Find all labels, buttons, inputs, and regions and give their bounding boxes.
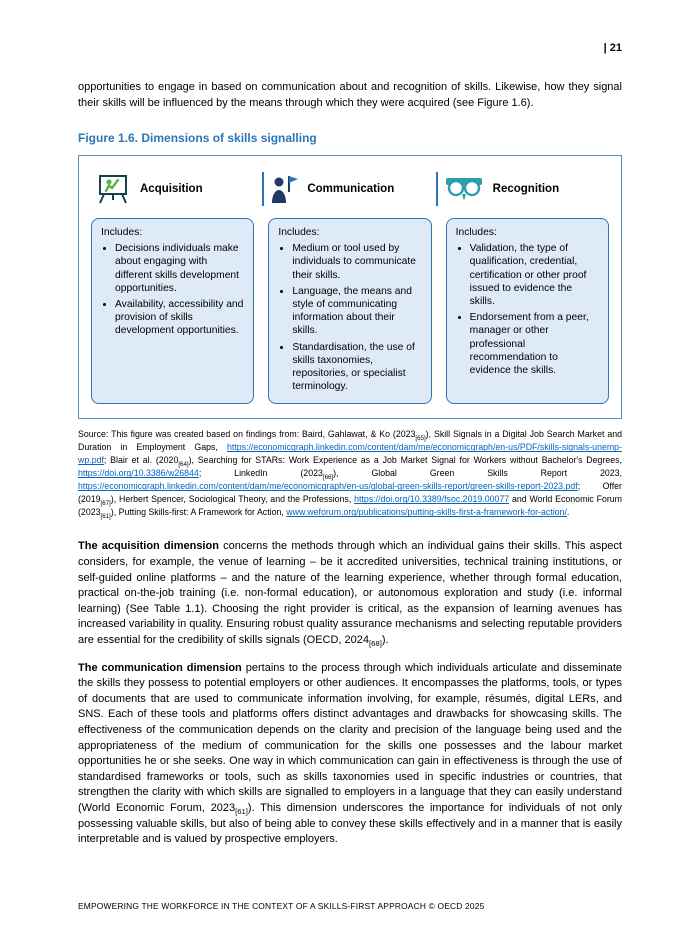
intro-paragraph: opportunities to engage in based on communication about and recognition of skills. Likewise, how they signal their skills will be influenced by the means through which they were acquired (see Figure 1.6). [78,81,622,109]
figure-header [91,166,609,212]
citation-subscript: [61] [100,513,111,521]
badge-glasses-icon [444,175,484,203]
figure-frame [78,155,622,419]
recognition-bullet-list [456,242,599,377]
figure-col-label-acquisition: Acquisition [140,183,203,195]
figure-bullet: • Medium or tool used by individuals to communicate their skills. [292,242,421,282]
bold-lead-in: The acquisition dimension [78,540,219,553]
figure-box-acquisition [91,218,254,404]
hyperlink[interactable]: https://economicgraph.linkedin.com/content/dam/me/economicgraph/en-us/PDF/skills-signals-unemp-wp.pdf [78,442,622,466]
source-text: Source: This figure was created based on findings from: Baird, Gahlawat, & Ko $(2023_{[65]})$, Skill Signals in a Digital Job Search Market and Duration in Employment Gaps, https://economicgraph.linkedin.com/content/dam/me/economicgraph/en-us/PDF/skills-signals-unemp-wp.pdf; Blair et al. $(2020_{[64]})$, Searching for STARs: Work Experience as a Job Market Signal for Workers without Bachelor's Degrees, https://doi.org/10.3386/w26844; LinkedIn $(2023_{[66]})$, Global Green Skills Report 2023, https://economicgraph.linkedin.com/content/dam/me/economicgraph/en-us/global-green-skills-report/green-skills-report-2023.pdf; Offer $(2019_{[67]})$, Herbert Spencer, Sociological Theory, and the Professions, https://doi.org/10.3389/fsoc.2019.00077 and World Economic Forum $(2023_{[61]})$, Putting Skills-first: A Framework for Action, www.weforum.org/publications/putting-skills-first-a-framework-for-action/. [78,429,622,521]
footer-text: EMPOWERING THE WORKFORCE IN THE CONTEXT OF A SKILLS-FIRST APPROACH © OECD 2025 [78,901,485,911]
figure-bullet: • Standardisation, the use of skills taxonomies, repositories, or specialist terminology. [292,341,421,394]
figure-col-label-communication: Communication [307,183,395,195]
person-flag-icon [270,174,298,204]
citation-subscript: [61] [235,807,248,817]
hyperlink[interactable]: https://doi.org/10.3389/fsoc.2019.00077 [354,494,510,505]
hyperlink[interactable]: https://doi.org/10.3386/w26844 [78,468,199,479]
figure-col-header-recognition [438,175,609,203]
body-text [78,539,622,847]
figure-col-header-communication [264,174,435,204]
figure-bullet: • Endorsement from a peer, manager or other professional recommendation to evidence the skills. [470,311,599,377]
bold-lead-in: The communication dimension [78,661,242,674]
paragraph-communication: The communication dimension pertains to the process through which individuals articulate and disseminate the skills they possess to potential employers or other audiences. It encompasses the platforms, tools, or types of documents that are used to communicate information involving, for example, résumés, digital LERs, and SNS. Each of these tools and platforms offers distinct advantages and drawbacks for showcasing skills. The effectiveness of the communication depends on the clarity and precision of the language being used and the appropriateness of the medium of communication for the skills one possesses and the labour market opportunities he or she seeks. One way in which communication can gain in effectiveness is through the use of standardised frameworks or tools, such as skills taxonomies used in specific industries or countries, that strengthen the clarity with which skills are signalled to employers in a language that they can easily understand (World Economic Forum, $2023_{[61]}$). This dimension underscores the importance for individuals of not only possessing valuable skills, but also of being able to convey these skills effectively and in a manner that is easily interpretable and is valued by prospective employers. [78,661,622,846]
figure-bullet: • Availability, accessibility and provision of skills development opportunities. [115,298,244,338]
figure-bullet: • Decisions individuals make about engaging with different skills development opportunities. [115,242,244,295]
citation-subscript: [65] [415,435,426,443]
figure-col-header-acquisition [91,174,262,204]
includes-label: Includes: [101,227,143,238]
figure-col-label-recognition: Recognition [492,183,560,195]
figure-title: Figure 1.6. Dimensions of skills signalling [78,131,317,145]
communication-bullet-list [278,242,421,393]
includes-label: Includes: [278,227,320,238]
page-number: | 21 [603,42,622,54]
citation-subscript: [67] [100,500,111,508]
citation-subscript: [64] [178,461,189,469]
presentation-board-icon [97,174,131,204]
paragraph-acquisition: The acquisition dimension concerns the methods through which an individual gains their skills. This aspect considers, for example, the venue of learning – be it accredited universities, technical training institutions, or self-guided online platforms – and the nature of the learning experience, whether through formal education, practical on-the-job training (i.e. non-formal education), or autonomous exploration and study (i.e. informal learning) (See Table 1.1). Choosing the right provider is critical, as the expansion of learning avenues has increased variability in quality. Ensuring robust quality assurance mechanisms and selecting reputable providers are essential for the credibility of skills signals (OECD, $2024_{[68]}$). [78,540,622,649]
includes-label: Includes: [455,227,497,238]
figure-box-communication [268,218,431,404]
citation-subscript: [68] [369,639,382,649]
figure-box-recognition [446,218,609,404]
acquisition-bullet-list [101,242,244,337]
figure-body [91,218,609,404]
figure-bullet: • Validation, the type of qualification, credential, certification or other proof issued to evidence the skills. [470,242,599,308]
figure-bullet: • Language, the means and style of communicating information about their skills. [292,285,421,338]
hyperlink[interactable]: https://economicgraph.linkedin.com/content/dam/me/economicgraph/en-us/global-green-skills-report/green-skills-report-2023.pdf [78,481,578,492]
citation-subscript: [66] [322,474,334,482]
hyperlink[interactable]: www.weforum.org/publications/putting-skills-first-a-framework-for-action/ [286,507,567,518]
